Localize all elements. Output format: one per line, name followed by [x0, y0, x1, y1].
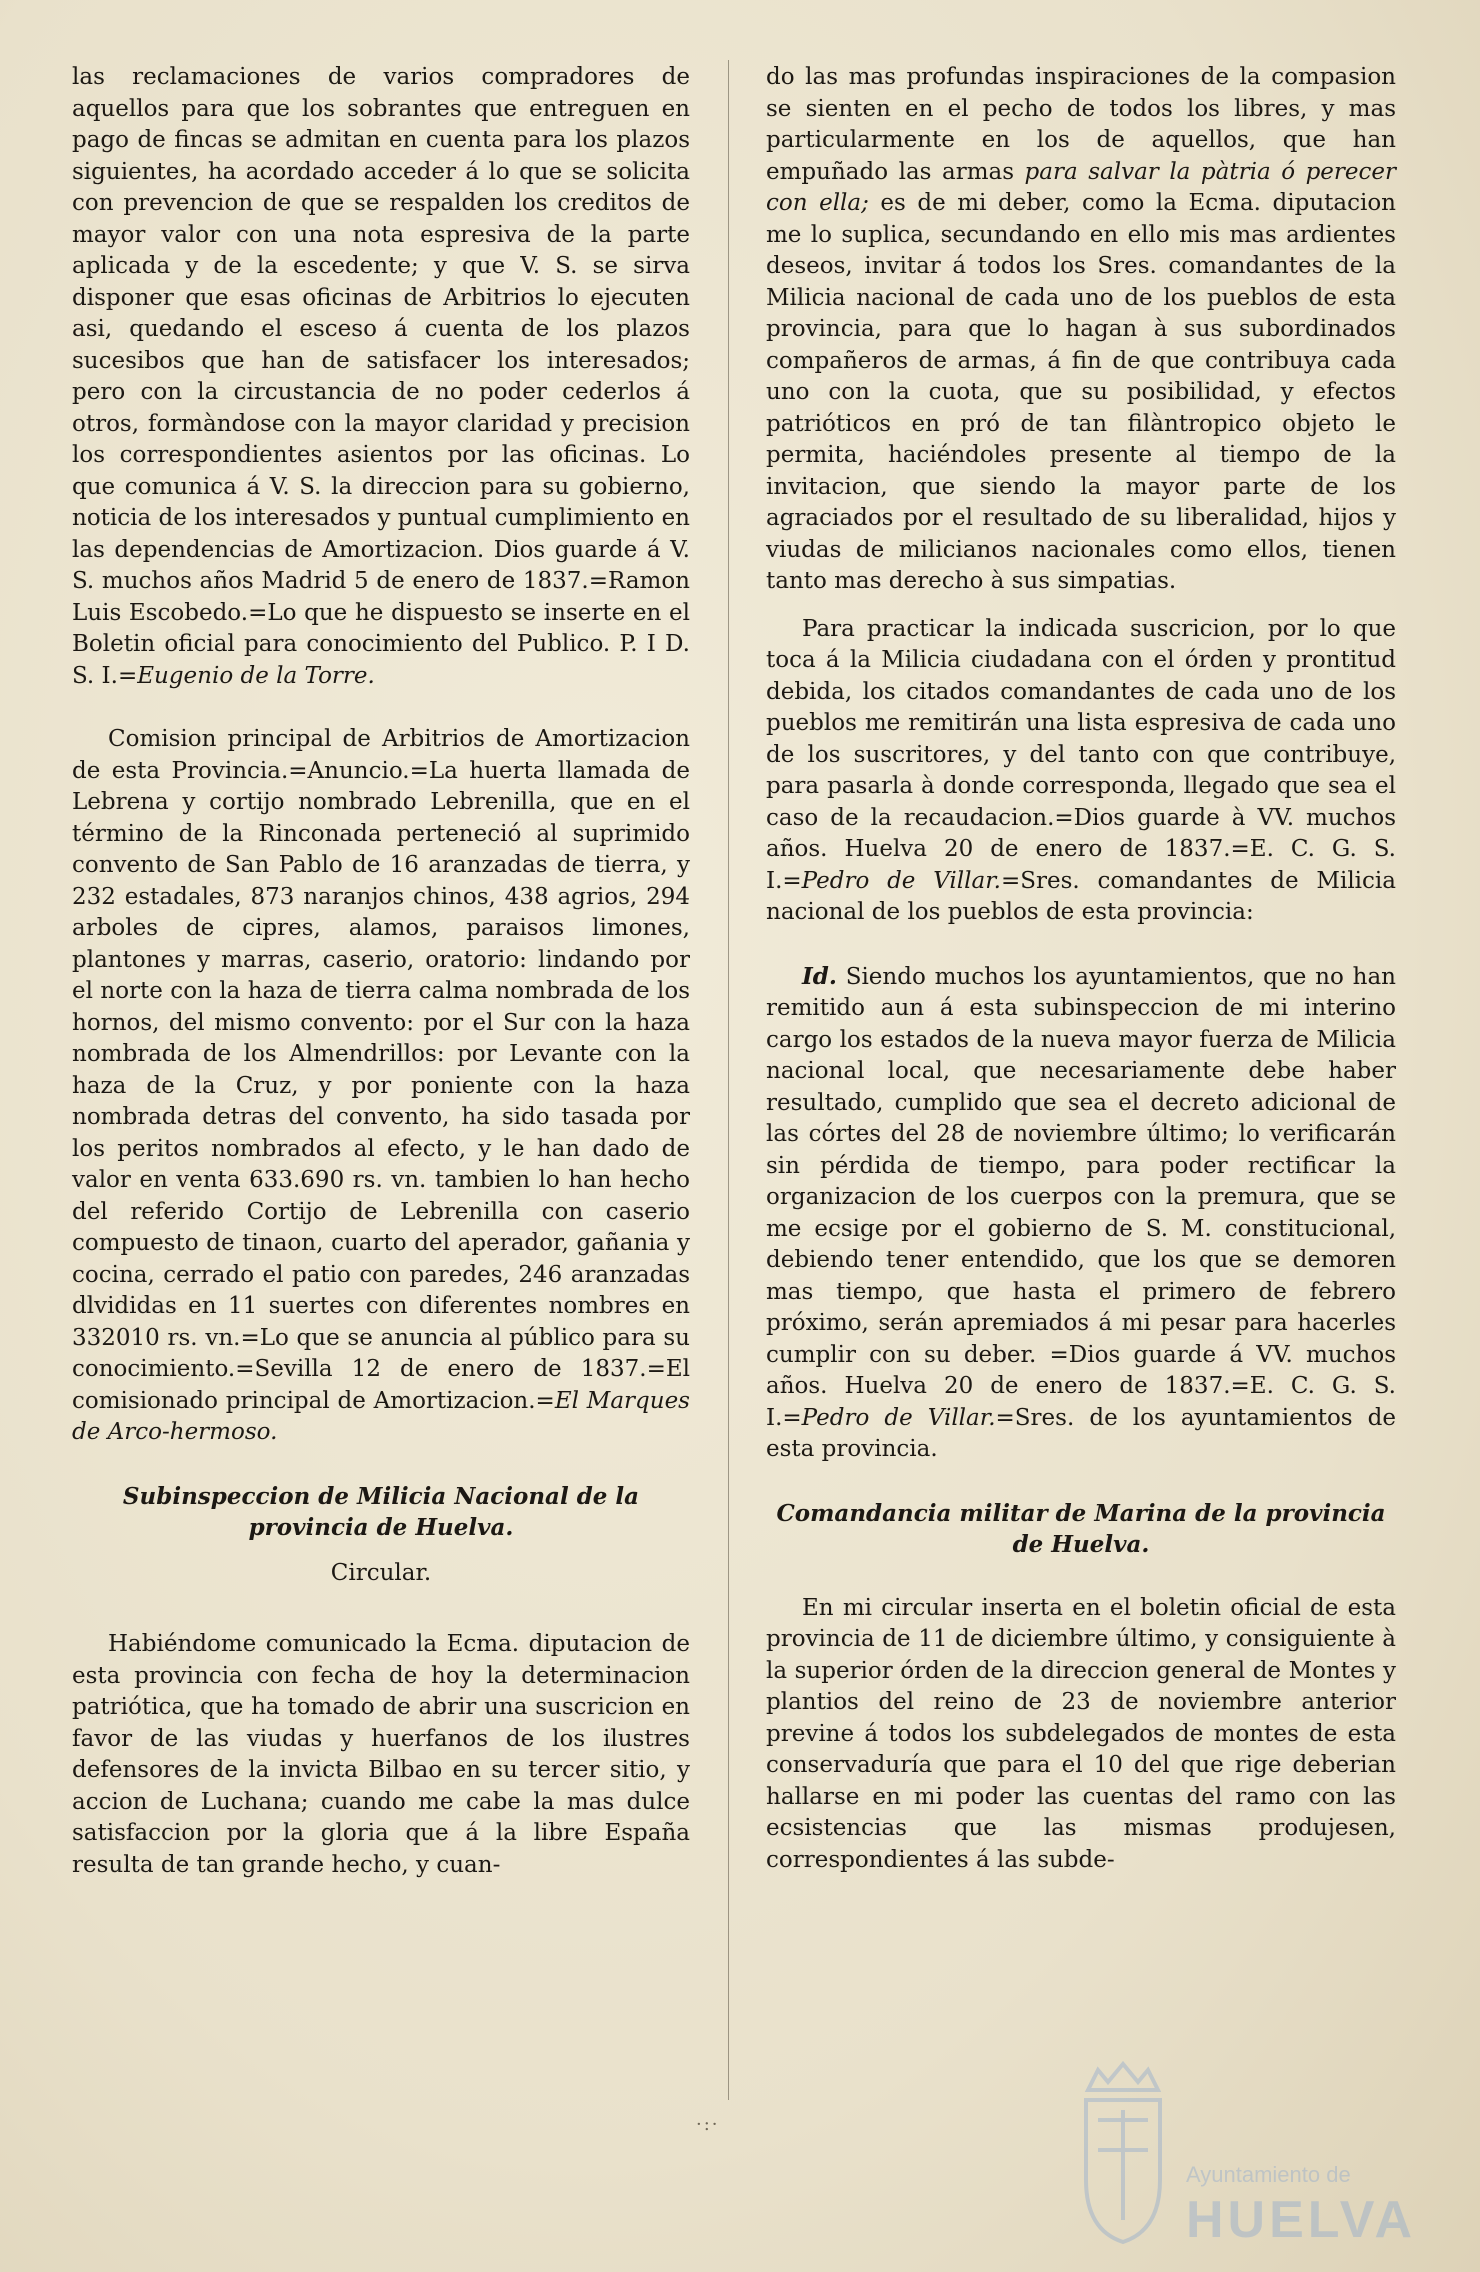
paragraph-text: las reclamaciones de varios compradores de aquellos para que los sobrantes que entreguen en pago de fincas se admitan en cuenta para los plazos siguientes, ha acordado acceder á lo que se solicita con prevencion de que se respalden los creditos de mayor valor con una nota espresiva de la parte aplicada y de la escedente; y que V. S. se sirva disponer que esas oficinas de Arbitrios lo ejecuten asi, quedando el esceso á cuenta de los plazos sucesibos que han de satisfacer los interesados; pero con la circustancia de no poder cederlos á otros, formàndose con la mayor claridad y precision los correspondientes asientos por las oficinas. Lo que comunica á V. S. la direccion para su gobierno, noticia de los interesados y puntual cumplimiento en las dependencias de Amortizacion. Dios guarde á V. S. muchos años Madrid 5 de enero de 1837.=Ramon Luis Escobedo.=Lo que he dispuesto se inserte en el Boletin oficial para conocimiento del Publico. P. I D. S. I.= — [72, 64, 690, 689]
paragraph-text: Para practicar la indicada suscricion, por lo que toca á la Milicia ciudadana con el órden y prontitud debida, los citados comandantes de cada uno de los pueblos me remitirán una lista espresiva de cada uno de los suscritores, y del tanto con que contribuye, para pasarla à donde corresponda, llegado que sea el caso de la recaudacion.=Dios guarde à VV. muchos años. Huelva 20 de enero de 1837.=E. C. G. S. I.= — [766, 615, 1396, 894]
heading-subinspeccion-milicia: Subinspeccion de Milicia Nacional de la provincia de Huelva. — [122, 1482, 640, 1541]
watermark-line1: Ayuntamiento de — [1186, 2162, 1351, 2187]
paragraph-text: =Sres. de los ayuntamientos de esta provincia. — [766, 1404, 1396, 1462]
id-label: Id. — [802, 962, 837, 990]
left-column — [72, 62, 690, 1881]
signature-pedro-villar-2: Pedro de Villar. — [801, 1404, 996, 1431]
motto-salvar-patria: para salvar la pàtria ó perecer con ella; — [766, 158, 1396, 216]
paragraph-amortizacion-reclamaciones — [72, 62, 690, 692]
paragraph-text: Siendo muchos los ayuntamientos, que no han remitido aun á esta subinspeccion de mi interino cargo los estados de la nueva mayor fuerza de Milicia nacional local, que necesariamente debe haber resultado, cumplido que sea el decreto adicional de las córtes del 28 de noviembre último; lo verificarán sin pérdida de tiempo, para poder rectificar la organizacion de los cuerpos con la premura, que se me ecsige por el gobierno de S. M. constitucional, debiendo tener entendido, que los que se demoren mas tiempo, que hasta el primero de febrero próximo, serán apremiados á mi pesar para hacerles cumplir con su deber. =Dios guarde á VV. muchos años. Huelva 20 de enero de 1837.=E. C. G. S. I.= — [766, 963, 1396, 1431]
signature-pedro-villar: Pedro de Villar. — [801, 867, 1001, 894]
watermark-line2: HUELVA — [1186, 2191, 1417, 2249]
paragraph-suscricion-continued — [766, 62, 1396, 598]
paragraph-practicar-suscricion — [766, 614, 1396, 929]
paragraph-text: do las mas profundas inspiraciones de la compasion se sienten en el pecho de todos los libres, y mas particularmente en los de aquellos, que han empuñado las armas — [766, 64, 1396, 185]
huelva-watermark — [1068, 2050, 1417, 2250]
paragraph-ayuntamientos — [766, 961, 1396, 1466]
paragraph-circular-suscricion: Habiéndome comunicado la Ecma. diputacion de esta provincia con fecha de hoy la determinacion patriótica, que ha tomado de abrir una suscricion en favor de las viudas y huerfanos de los ilustres defensores de la invicta Bilbao en su tercer sitio, y accion de Luchana; cuando me cabe la mas dulce satisfaccion por la gloria que á la libre España resulta de tan grande hecho, y cuan- — [72, 1631, 690, 1878]
column-divider — [728, 60, 729, 2100]
right-column — [766, 62, 1396, 1876]
signature-marques: El Marques de Arco-hermoso. — [72, 1387, 690, 1445]
paragraph-anuncio-huerta — [72, 724, 690, 1449]
paragraph-montes-cuentas: En mi circular inserta en el boletin oficial de esta provincia de 11 de diciembre último, y consiguiente à la superior órden de la direccion general de Montes y plantios del reino de 23 de noviembre anterior previne á todos los subdelegados de montes de esta conservaduría que para el 10 del que rige deberian hallarse en mi poder las cuentas del ramo con las ecsistencias que las mismas produjesen, correspondientes á las subde- — [766, 1594, 1396, 1873]
heading-circular: Circular. — [330, 1559, 432, 1586]
paragraph-text: Comision principal de Arbitrios de Amortizacion de esta Provincia.=Anuncio.=La huerta llamada de Lebrena y cortijo nombrado Lebrenilla, que en el término de la Rinconada perteneció al suprimido convento de San Pablo de 16 aranzadas de tierra, y 232 estadales, 873 naranjos chinos, 438 agrios, 294 arboles de cipres, alamos, paraisos limones, plantones y marras, caserio, oratorio: lindando por el norte con la haza de tierra calma nombrada de los hornos, del mismo convento: por el Sur con la haza nombrada de los Almendrillos: por Levante con la haza de la Cruz, y por poniente con la haza nombrada detras del convento, ha sido tasada por los peritos nombrados al efecto, y le han dado de valor en venta 633.690 rs. vn. tambien lo han hecho del referido Cortijo de Lebrenilla con caserio compuesto de tinaon, cuarto del aperador, gañania y cocina, cerrado el patio con paredes, 246 aranzadas dlvididas en 11 suertes con diferentes nombres en 332010 rs. vn.=Lo que se anuncia al público para su conocimiento.=Sevilla 12 de enero de 1837.=El comisionado principal de Amortizacion.= — [72, 726, 690, 1414]
fold-mark: ·:· — [696, 2114, 720, 2135]
coat-of-arms-icon — [1068, 2050, 1178, 2250]
heading-comandancia-marina: Comandancia militar de Marina de la provincia de Huelva. — [776, 1499, 1386, 1558]
signature-eugenio: Eugenio de la Torre. — [137, 662, 375, 689]
paragraph-text: es de mi deber, como la Ecma. diputacion me lo suplica, secundando en ello mis mas ardientes deseos, invitar á todos los Sres. comandantes de la Milicia nacional de cada uno de los pueblos de esta provincia, para que lo hagan à sus subordinados compañeros de armas, á fin de que contribuya cada uno con la cuota, que su posibilidad, y efectos patrióticos en pró de tan filàntropico objeto le permita, haciéndoles presente al tiempo de la invitacion, que siendo la mayor parte de los agraciados por el resultado de su liberalidad, hijos y viudas de milicianos nacionales como ellos, tienen tanto mas derecho à sus simpatias. — [766, 190, 1396, 594]
paragraph-text: =Sres. comandantes de Milicia nacional de los pueblos de esta provincia: — [766, 867, 1396, 925]
